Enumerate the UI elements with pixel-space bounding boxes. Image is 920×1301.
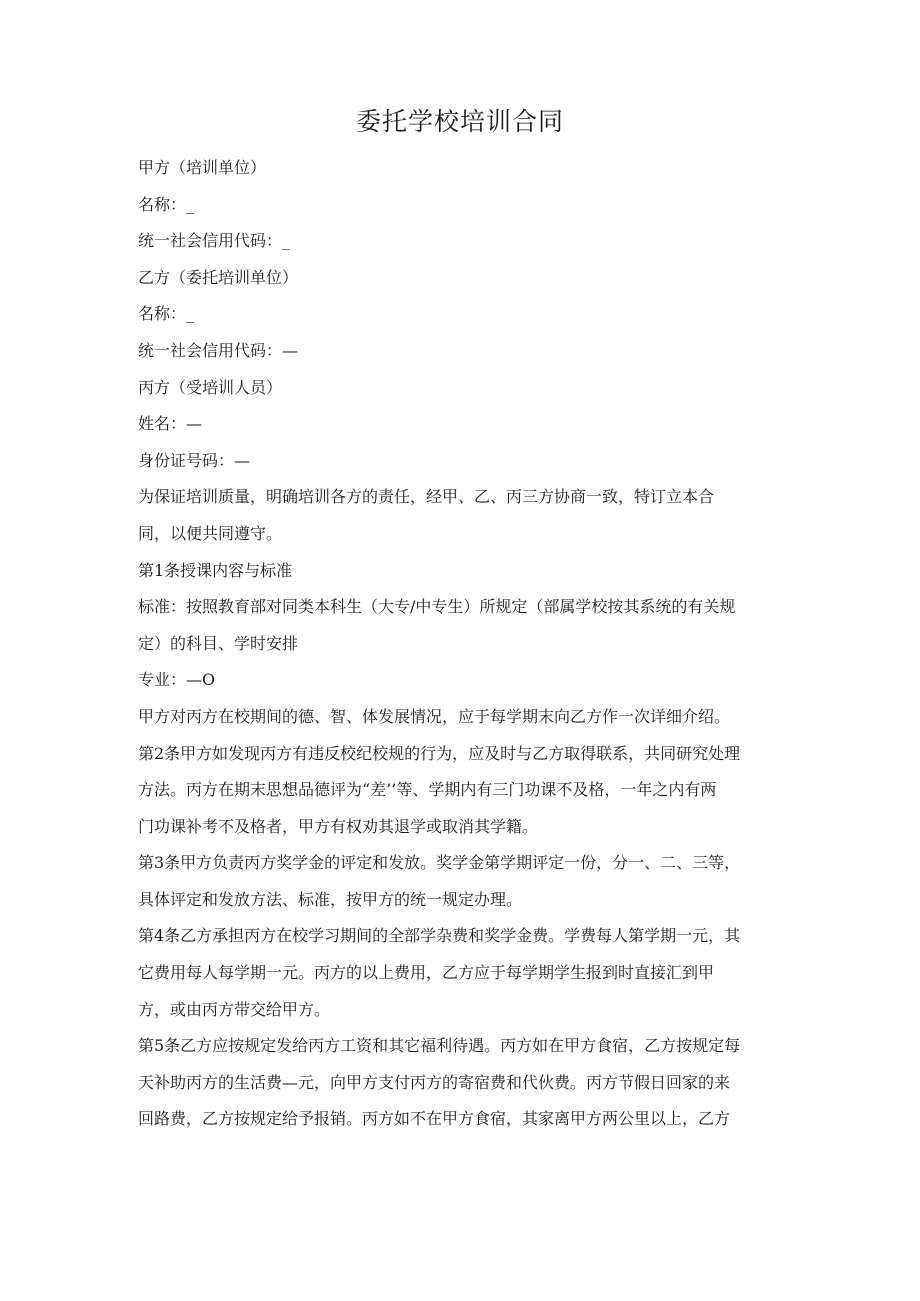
article-1-line: 定）的科目、学时安排 (138, 633, 299, 653)
article-1-line: 标准：按照教育部对同类本科生（大专/中专生）所规定（部属学校按其系统的有关规 (138, 597, 736, 617)
article-4-line: 第4条乙方承担丙方在校学习期间的全部学杂费和奖学金费。学费每人第学期一元，其 (138, 926, 741, 946)
article-5-line: 回路费，乙方按规定给予报销。丙方如不在甲方食宿，其家离甲方两公里以上，乙方 (138, 1109, 731, 1129)
party-b-credit-code: 统一社会信用代码：— (138, 340, 299, 360)
article-1-line: 甲方对丙方在校期间的德、智、体发展情况，应于每学期末向乙方作一次详细介绍。 (138, 706, 731, 726)
article-1-major: 专业：—O (138, 670, 216, 690)
article-3-line: 第3条甲方负责丙方奖学金的评定和发放。奖学金第学期评定一份，分一、二、三等， (138, 853, 741, 873)
party-a-credit-code: 统一社会信用代码：_ (138, 231, 291, 251)
party-c-heading: 丙方（受培训人员） (138, 377, 283, 397)
preamble-line: 为保证培训质量，明确培训各方的责任，经甲、乙、丙三方协商一致，特订立本合 (138, 487, 715, 507)
article-3-line: 具体评定和发放方法、标准，按甲方的统一规定办理。 (138, 889, 523, 909)
article-1-heading: 第1条授课内容与标准 (138, 560, 293, 580)
party-b-name: 名称：_ (138, 304, 195, 324)
article-2-line: 方法。丙方在期末思想品德评为“差’’等、学期内有三门功课不及格，一年之内有两 (138, 780, 717, 800)
party-c-name: 姓名：— (138, 414, 203, 434)
article-2-line: 门功课补考不及格者，甲方有权劝其退学或取消其学籍。 (138, 816, 539, 836)
article-4-line: 它费用每人每学期一元。丙方的以上费用，乙方应于每学期学生报到时直接汇到甲 (138, 963, 715, 983)
article-5-line: 第5条乙方应按规定发给丙方工资和其它福利待遇。丙方如在甲方食宿，乙方按规定每 (138, 1036, 741, 1056)
party-c-id-number: 身份证号码：— (138, 450, 251, 470)
party-a-heading: 甲方（培训单位） (138, 158, 267, 177)
document-title: 委托学校培训合同 (355, 107, 564, 136)
article-5-line: 天补助丙方的生活费—元，向甲方支付丙方的寄宿费和代伙费。丙方节假日回家的来 (138, 1072, 731, 1092)
document-body (138, 150, 783, 1138)
party-a-name: 名称：_ (138, 194, 195, 214)
preamble-line: 同，以便共同遵守。 (138, 523, 283, 543)
article-4-line: 方，或由丙方带交给甲方。 (138, 999, 331, 1019)
party-b-heading: 乙方（委托培训单位） (138, 267, 299, 287)
article-2-line: 第2条甲方如发现丙方有违反校纪校规的行为，应及时与乙方取得联系，共同研究处理 (138, 743, 741, 763)
